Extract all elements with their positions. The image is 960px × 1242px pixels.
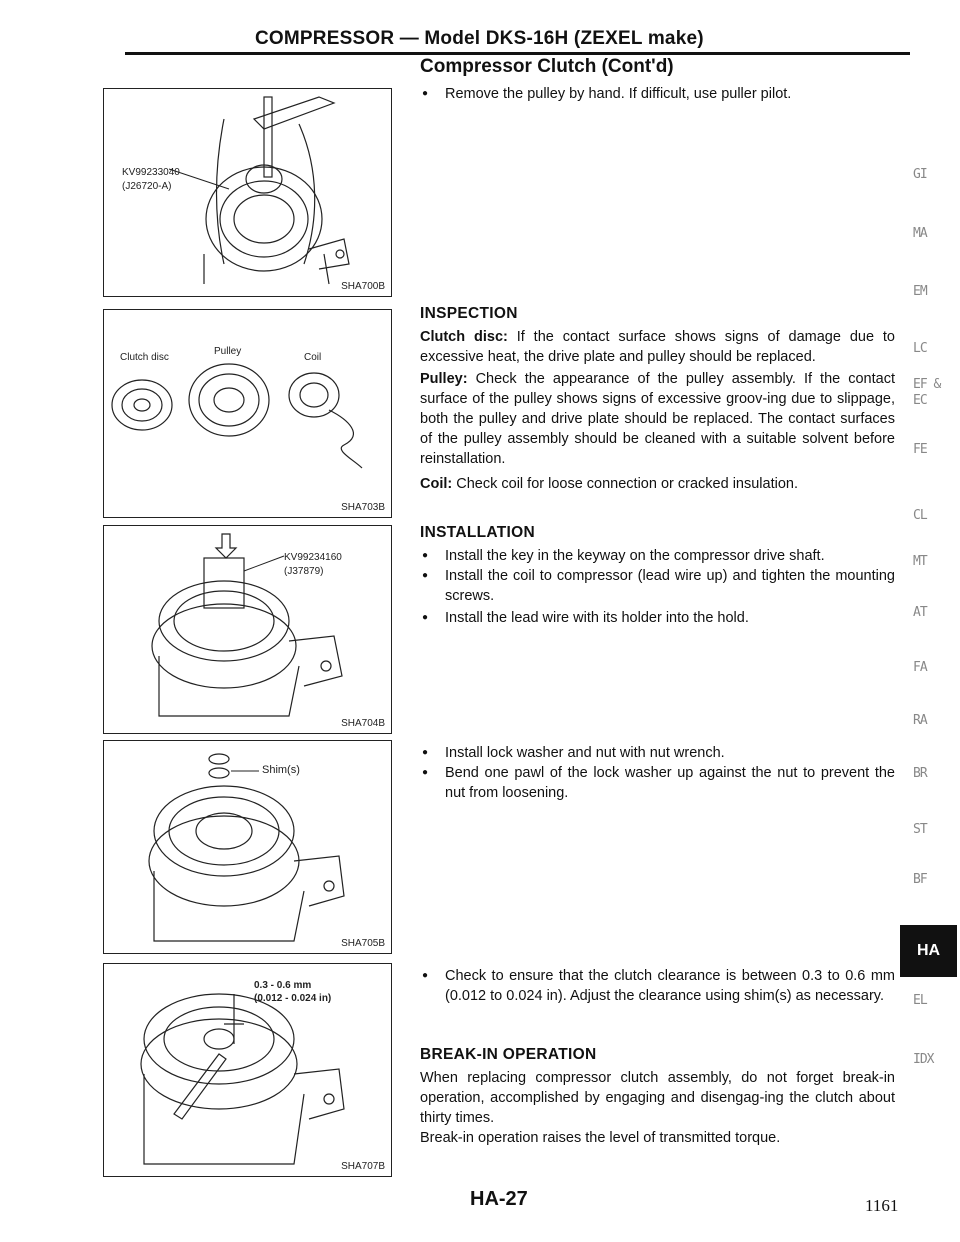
installation-bullet: ● Install the lead wire with its holder into the hold. bbox=[420, 608, 895, 628]
page-number: HA-27 bbox=[470, 1188, 528, 1210]
side-index-gi[interactable]: GI bbox=[913, 167, 927, 182]
pulley-text: Check the appearance of the pulley assembly. If the contact surface of the pulley shows signs of excessive groov-ing due to slippage, both the pulley and drive plate should be replaced. The contact surfaces of the pulley assembly should be cleaned with a suitable solvent before reinstallation. bbox=[420, 371, 895, 467]
clearance-mm: 0.3 - 0.6 mm bbox=[254, 980, 312, 991]
clutch-disc-label: Clutch disc bbox=[120, 352, 169, 363]
coil-text: Check coil for loose connection or cracked insulation. bbox=[452, 476, 798, 492]
clearance-bullet: ● Check to ensure that the clutch clearance is between 0.3 to 0.6 mm (0.012 to 0.024 in). Adjust the clearance using shim(s) as necessary. bbox=[420, 966, 895, 1006]
side-index-fa[interactable]: FA bbox=[913, 660, 927, 675]
figure-coil-install bbox=[103, 525, 392, 734]
tool-number-alt: (J37879) bbox=[284, 566, 324, 577]
installation-bullet: ● Install the coil to compressor (lead wire up) and tighten the mounting screws. bbox=[420, 566, 895, 606]
coil-install-illustration bbox=[104, 526, 391, 733]
figure-clutch-parts bbox=[103, 309, 392, 518]
installation-section bbox=[420, 524, 895, 628]
clutch-disc-text: If the contact surface shows signs of damage due to excessive heat, the drive plate and pulley should be replaced. bbox=[420, 329, 895, 365]
installation-bullet: ● Install the key in the keyway on the compressor drive shaft. bbox=[420, 546, 895, 566]
shims-illustration bbox=[104, 741, 391, 953]
tool-number: KV99233040 bbox=[122, 167, 180, 178]
remove-bullet: ● Remove the pulley by hand. If difficult, use puller pilot. bbox=[420, 84, 895, 104]
tool-number-alt: (J26720-A) bbox=[122, 181, 172, 192]
pulley-paragraph bbox=[420, 369, 895, 469]
side-index-idx[interactable]: IDX bbox=[913, 1052, 934, 1067]
side-index-mt[interactable]: MT bbox=[913, 554, 927, 569]
remove-step bbox=[420, 84, 895, 104]
puller-illustration bbox=[104, 89, 391, 296]
shims-label: Shim(s) bbox=[262, 764, 300, 776]
page-serial: 1161 bbox=[865, 1196, 899, 1215]
clutch-parts-illustration bbox=[104, 310, 391, 517]
side-index-cl[interactable]: CL bbox=[913, 508, 927, 523]
inspection-heading: INSPECTION bbox=[420, 305, 518, 322]
page-header: COMPRESSOR — Model DKS-16H (ZEXEL make) bbox=[255, 28, 704, 49]
clutch-disc-paragraph bbox=[420, 327, 895, 367]
side-index-bf[interactable]: BF bbox=[913, 872, 927, 887]
side-index-at[interactable]: AT bbox=[913, 605, 927, 620]
pulley-term: Pulley: bbox=[420, 371, 468, 387]
side-index-fe[interactable]: FE bbox=[913, 442, 927, 457]
clearance-in: (0.012 - 0.024 in) bbox=[254, 993, 332, 1004]
side-index-ef[interactable]: EF & bbox=[913, 377, 941, 392]
lock-bullet: ● Bend one pawl of the lock washer up against the nut to prevent the nut from loosening. bbox=[420, 763, 895, 803]
side-index-el[interactable]: EL bbox=[913, 993, 927, 1008]
lock-bullet: ● Install lock washer and nut with nut wrench. bbox=[420, 743, 895, 763]
section-subtitle: Compressor Clutch (Cont'd) bbox=[420, 56, 674, 77]
side-index-ra[interactable]: RA bbox=[913, 713, 927, 728]
side-index-lc[interactable]: LC bbox=[913, 341, 927, 356]
side-index-ha-active[interactable]: HA bbox=[900, 925, 957, 977]
clearance-step bbox=[420, 966, 895, 1006]
lock-washer-steps bbox=[420, 743, 895, 803]
figure-code: SHA707B bbox=[341, 1161, 385, 1172]
header-rule bbox=[125, 52, 910, 55]
tool-number: KV99234160 bbox=[284, 552, 342, 563]
coil-label: Coil bbox=[304, 352, 322, 363]
figure-code: SHA700B bbox=[341, 281, 385, 292]
figure-code: SHA705B bbox=[341, 938, 385, 949]
side-index-br[interactable]: BR bbox=[913, 766, 927, 781]
figure-puller bbox=[103, 88, 392, 297]
figure-shims bbox=[103, 740, 392, 954]
figure-code: SHA704B bbox=[341, 718, 385, 729]
side-index-em[interactable]: EM bbox=[913, 284, 927, 299]
coil-paragraph bbox=[420, 474, 895, 494]
clearance-illustration bbox=[104, 964, 391, 1176]
breakin-paragraph-2: Break-in operation raises the level of transmitted torque. bbox=[420, 1130, 781, 1146]
coil-term: Coil: bbox=[420, 476, 453, 492]
side-index-st[interactable]: ST bbox=[913, 822, 927, 837]
side-index-ec[interactable]: EC bbox=[913, 393, 927, 408]
breakin-heading: BREAK-IN OPERATION bbox=[420, 1046, 597, 1063]
figure-code: SHA703B bbox=[341, 502, 385, 513]
pulley-label: Pulley bbox=[214, 346, 242, 357]
side-index-ma[interactable]: MA bbox=[913, 226, 927, 241]
installation-heading: INSTALLATION bbox=[420, 524, 535, 541]
breakin-section bbox=[420, 1046, 895, 1148]
breakin-paragraph-1: When replacing compressor clutch assembly, do not forget break-in operation, accomplished by engaging and disengag-ing the clutch about thirty times. bbox=[420, 1070, 895, 1126]
figure-clearance bbox=[103, 963, 392, 1177]
inspection-section bbox=[420, 305, 895, 494]
clutch-disc-term: Clutch disc: bbox=[420, 329, 508, 345]
